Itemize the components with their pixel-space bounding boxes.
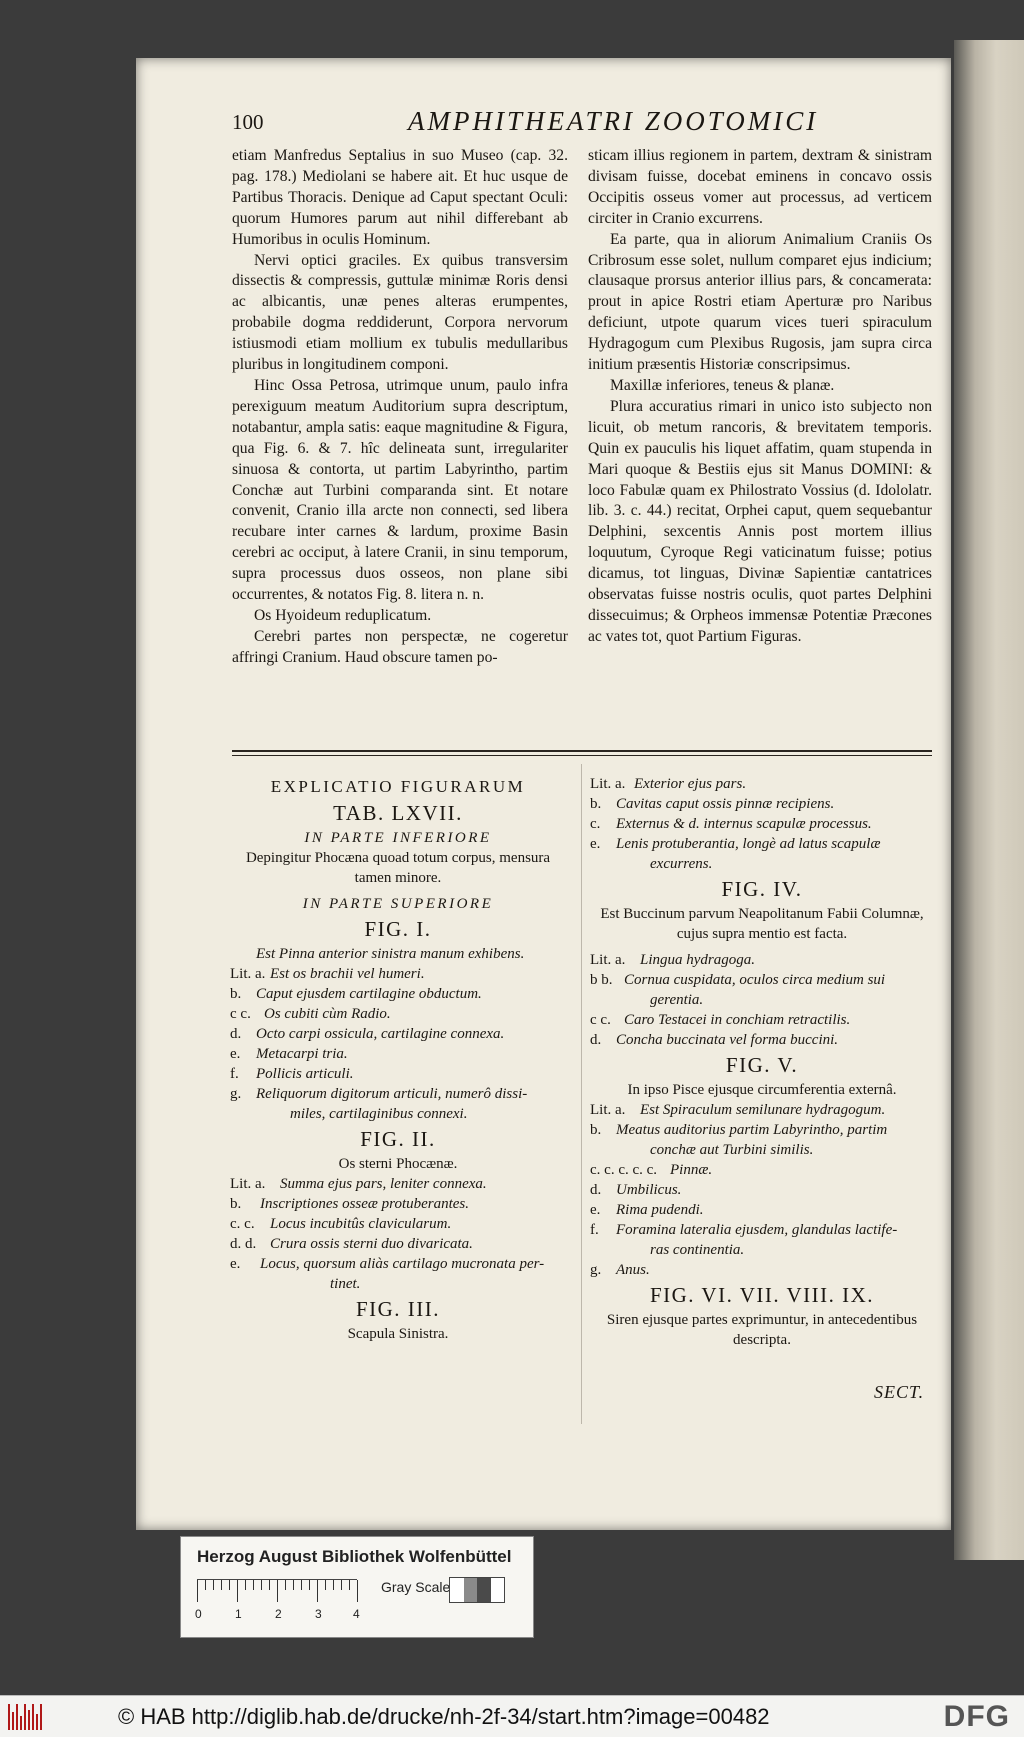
fig1-list	[230, 944, 566, 1124]
list-item: g. Reliquorum digitorum articuli, numerô dissi-	[230, 1086, 528, 1102]
list-item: Lit. a. Est os brachii vel humeri.	[230, 966, 425, 982]
page-header	[232, 100, 932, 140]
fig2-list	[230, 1174, 566, 1294]
fig4-description: Est Buccinum parvum Neapolitanum Fabii Columnæ, cujus supra mentio est facta.	[600, 906, 924, 942]
ruler-number: 4	[353, 1607, 360, 1621]
paragraph: Plura accuratius rimari in unico isto subjecto non licuit, ob metum rancoris, & brevitatem temporis. Quin ex pauculis his liquet affatim, quam stupenda in Mari quoque & Bestiis ejus sit Manus DOMINI: & loco Fabulæ quam ex Philostrato Vossius (d. Idololatr. lib. 3. c. 44.) recitat, Orphei caput, quem sequebantur Delphini, sexcentis Annis post mortem illius loquutum, Cyroque Regi vaticinatum fuisse; potius dicamus, tot linguas, Divinæ Sapientiæ cantatrices observatas fuisse nostris oculis, quot partes Delphini dissecuimus; & Orpheos immensæ Potentiæ Præcones ac vates tot, quot Partium Figuras.	[588, 397, 932, 645]
list-item: e. Metacarpi tria.	[230, 1046, 348, 1062]
list-item-continuation: gerentia.	[650, 992, 704, 1008]
list-item: b. Meatus auditorius partim Labyrintho, partim	[590, 1122, 888, 1138]
fig3-list	[590, 774, 934, 874]
gray-scale-label: Gray Scale	[381, 1579, 451, 1595]
list-item: c. Externus & d. internus scapulæ processus.	[590, 816, 872, 832]
list-item: d. Octo carpi ossicula, cartilagine connexa.	[230, 1026, 505, 1042]
list-item-continuation: tinet.	[330, 1276, 361, 1292]
ruler	[197, 1579, 357, 1610]
page-number: 100	[232, 110, 264, 134]
explicatio-heading: EXPLICATIO FIGURARUM	[270, 777, 526, 796]
column-divider	[581, 764, 582, 1424]
explicatio-left	[230, 776, 566, 1344]
list-item-continuation: miles, cartilaginibus connexi.	[290, 1106, 468, 1122]
fig6-title: FIG. VI. VII. VIII. IX.	[649, 1283, 875, 1307]
running-head: AMPHITHEATRI ZOOTOMICI	[408, 106, 819, 136]
fig3-title: FIG. III.	[355, 1297, 441, 1321]
list-item: c. c. c. c. c. Pinnæ.	[590, 1162, 713, 1178]
hab-label-title: Herzog August Bibliothek Wolfenbüttel	[197, 1547, 512, 1566]
fig6-description: Siren ejusque partes exprimuntur, in antecedentibus descripta.	[606, 1312, 918, 1348]
list-item: c. c. Locus incubitûs clavicularum.	[230, 1216, 452, 1232]
list-item: g. Anus.	[590, 1262, 650, 1278]
list-item: c c. Os cubiti cùm Radio.	[230, 1006, 391, 1022]
list-item: Lit. a. Est Spiraculum semilunare hydragogum.	[590, 1102, 886, 1118]
fig4-list	[590, 950, 934, 1050]
list-item: f. Foramina lateralia ejusdem, glandulas lactife-	[590, 1222, 898, 1238]
list-item: e. Rima pudendi.	[590, 1202, 704, 1218]
list-item: Est Pinna anterior sinistra manum exhibens.	[256, 946, 525, 962]
ruler-number: 1	[235, 1607, 242, 1621]
list-item-continuation: ras continentia.	[650, 1242, 745, 1258]
viewer-footer	[0, 1695, 1024, 1737]
list-item: b. Cavitas caput ossis pinnæ recipiens.	[590, 796, 835, 812]
barcode-icon	[8, 1704, 44, 1730]
list-item: Lit. a. Lingua hydragoga.	[590, 952, 756, 968]
fig1-title: FIG. I.	[364, 917, 432, 941]
footer-url[interactable]: © HAB http://diglib.hab.de/drucke/nh-2f-34/start.htm?image=00482	[118, 1704, 770, 1729]
list-item: b. Inscriptiones osseæ protuberantes.	[230, 1196, 470, 1212]
list-item: c c. Caro Testacei in conchiam retractilis.	[590, 1012, 851, 1028]
ruler-number: 0	[195, 1607, 202, 1621]
catchword: SECT.	[874, 1382, 925, 1402]
paragraph: Ea parte, qua in aliorum Animalium Craniis Os Cribrosum esse solet, nullum comparet ejus indicium; clausaque prorsus anterior illius pars, & concamerata: prout in apice Rostri etiam Aperturæ pro Naribus deficiunt, utpote quarum vices tueri spiraculum Hydragogum cum Plexibus Rugosis, jam supra circa initium præsentis Historiæ conscripsimus.	[588, 230, 932, 374]
left-text-column	[232, 146, 568, 669]
paragraph: Os Hyoideum reduplicatum.	[254, 606, 432, 624]
gray-swatches	[449, 1577, 505, 1603]
fig5-list	[590, 1100, 934, 1280]
list-item: d. Umbilicus.	[590, 1182, 682, 1198]
in-parte-superiore: IN PARTE SUPERIORE	[302, 896, 494, 912]
book-page	[136, 58, 951, 1530]
list-item: b. Caput ejusdem cartilagine obductum.	[230, 986, 482, 1002]
paragraph: Nervi optici graciles. Ex quibus transversim dissectis & compressis, guttulæ minimæ Roris densi ac albicantis, unæ penes alteras erumpentes, probabile dogma reddiderunt, Corpora nervorum istiusmodi etiam mollium ex tubulis medullaribus pluribus in longitudinem componi.	[232, 251, 568, 374]
ruler-number: 3	[315, 1607, 322, 1621]
list-item: f. Pollicis articuli.	[230, 1066, 354, 1082]
list-item: e. Lenis protuberantia, longè ad latus scapulæ	[590, 836, 881, 852]
explicatio-right	[590, 774, 934, 1350]
inferiore-description: Depingitur Phocæna quoad totum corpus, mensura tamen minore.	[245, 850, 551, 886]
fig5-title: FIG. V.	[725, 1053, 799, 1077]
hab-scale-label	[180, 1536, 534, 1638]
paragraph: sticam illius regionem in partem, dextram & sinistram divisam fuisse, docebat eminens in concavo ossis Occipitis osseus vomer aut processus, ad verticem circiter in Cranio excurrens.	[588, 147, 932, 227]
list-item: b b. Cornua cuspidata, oculos circa medium sui	[590, 972, 886, 988]
fig3-subtitle: Scapula Sinistra.	[347, 1326, 449, 1342]
fig5-description: In ipso Pisce ejusque circumferentia externâ.	[627, 1082, 897, 1098]
fig4-title: FIG. IV.	[721, 877, 803, 901]
list-item: d. Concha buccinata vel forma buccini.	[590, 1032, 839, 1048]
list-item: Lit. a. Summa ejus pars, leniter connexa.	[230, 1176, 487, 1192]
list-item: Lit. a. Exterior ejus pars.	[590, 776, 747, 792]
list-item: e. Locus, quorsum aliàs cartilago mucronata per-	[230, 1256, 545, 1272]
paragraph: Cerebri partes non perspectæ, ne cogeretur affringi Cranium. Haud obscure tamen po-	[232, 627, 568, 666]
list-item: d. d. Crura ossis sterni duo divaricata.	[230, 1236, 473, 1252]
list-item-continuation: excurrens.	[650, 856, 713, 872]
section-divider	[232, 750, 932, 752]
facing-page-edge	[954, 40, 1024, 1560]
paragraph: etiam Manfredus Septalius in suo Museo (cap. 32. pag. 178.) Mediolani se habere ait. Et huc usque de Partibus Thoracis. Denique ad Caput spectant Oculi: quorum Humores parum aut nihil differebant ab Humoribus in oculis Hominum.	[232, 147, 568, 248]
fig2-title: FIG. II.	[360, 1127, 436, 1151]
ruler-number: 2	[275, 1607, 282, 1621]
dfg-logo: DFG	[943, 1700, 1010, 1733]
paragraph: Hinc Ossa Petrosa, utrimque unum, paulo infra perexiguum meatum Auditorium supra descriptum, notabantur, ampla satis: eaque magnitudine & Figura, qua Fig. 6. & 7. hîc delineata sunt, irregulariter sinuosa & contorta, ut partim Labyrintho, partim Conchæ aut Turbini comparanda sint. Et notare convenit, Cranio illa arcte non connecti, sed libera recubare inter carnes & lardum, proxime Basin cerebri ac occiput, à latere Cranii, in sinu temporum, supra processus duos osseos, non plane sibi occurrentes, & notatos Fig. 8. litera n. n.	[232, 376, 568, 604]
paragraph: Maxillæ inferiores, teneus & planæ.	[610, 376, 835, 394]
tab-heading: TAB. LXVII.	[333, 801, 463, 825]
list-item-continuation: conchæ aut Turbini similis.	[650, 1142, 814, 1158]
section-divider-thin	[232, 755, 932, 756]
right-text-column	[588, 146, 932, 648]
fig2-subtitle: Os sterni Phocænæ.	[338, 1156, 458, 1172]
in-parte-inferiore: IN PARTE INFERIORE	[304, 830, 492, 846]
